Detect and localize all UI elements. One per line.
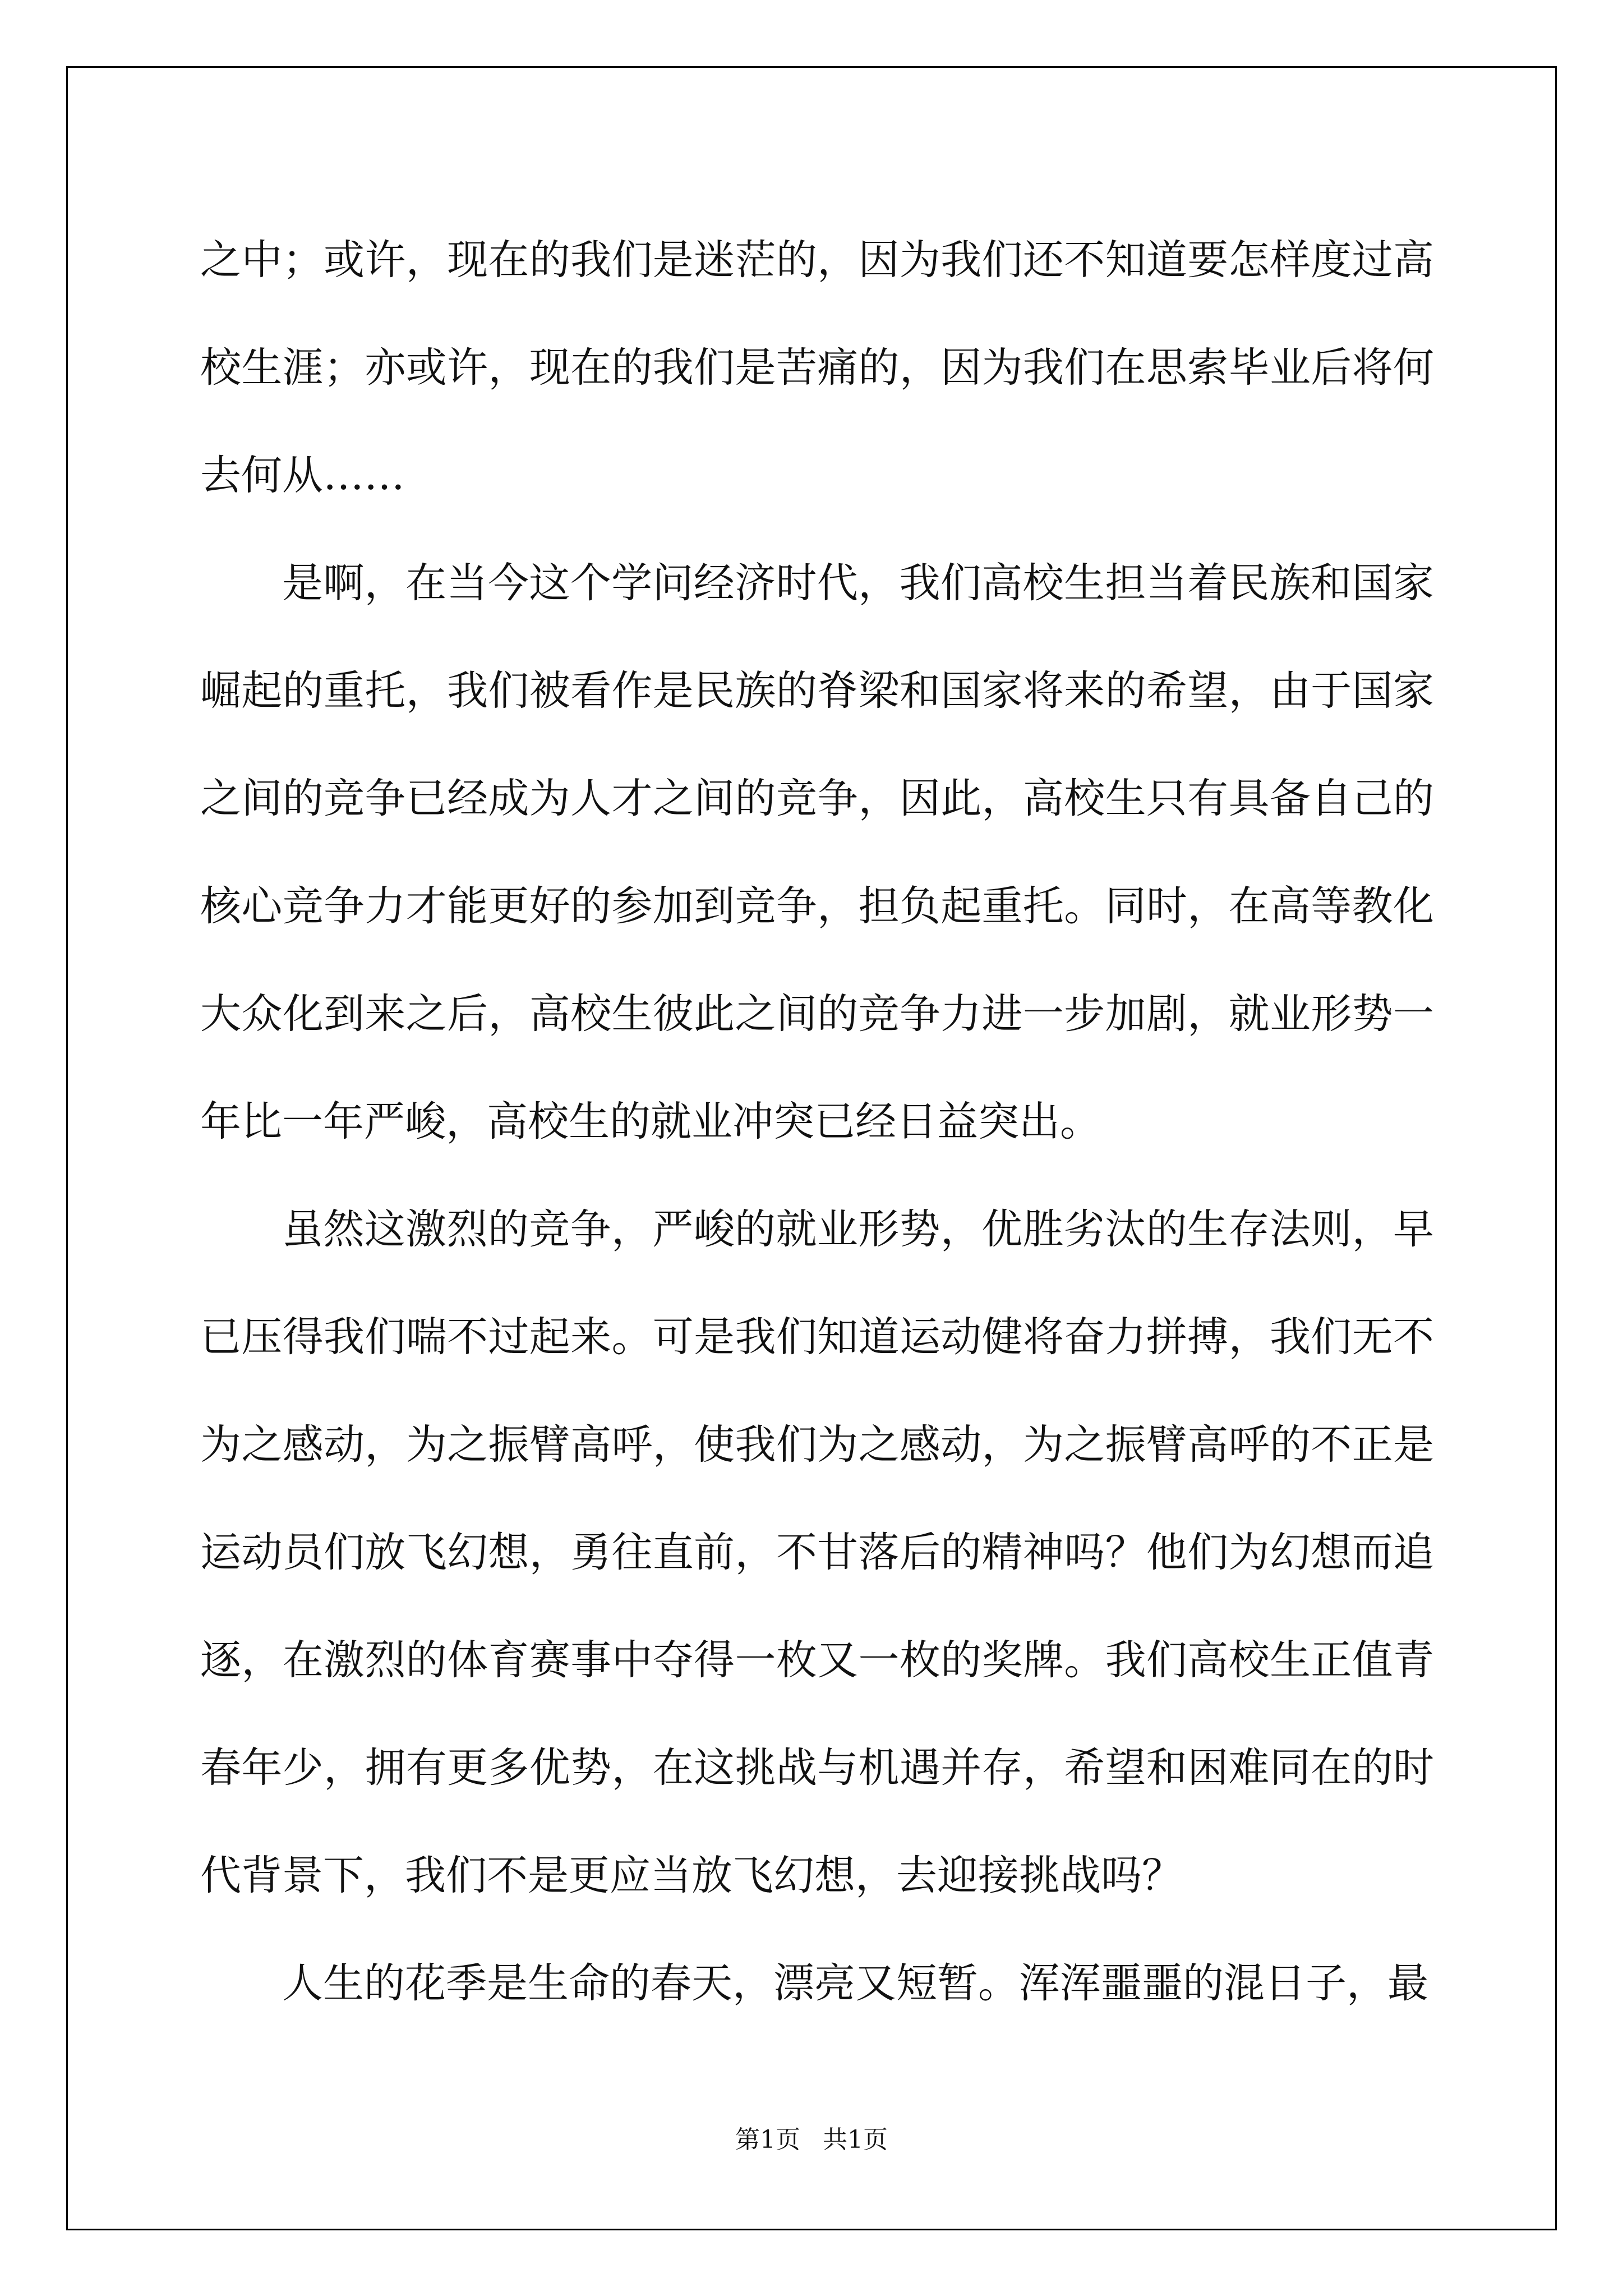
page-footer (0, 2119, 1623, 2155)
paragraph-3: 虽然这激烈的竞争，严峻的就业形势，优胜劣汰的生存法则，早已压得我们喘不过起来。可是我们知道运动健将奋力拼搏，我们无不为之感动，为之振臂高呼，使我们为之感动，为之振臂高呼的不正是运动员们放飞幻想，勇往直前，不甘落后的精神吗？他们为幻想而追逐，在激烈的体育赛事中夺得一枚又一枚的奖牌。我们高校生正值青春年少，拥有更多优势，在这挑战与机遇并存，希望和困难同在的时代背景下，我们不是更应当放飞幻想，去迎接挑战吗？ (200, 1205, 1434, 1899)
page-number: 第1页 (735, 2125, 800, 2154)
document-body (200, 206, 1434, 2037)
paragraph-1: 之中；或许，现在的我们是迷茫的，因为我们还不知道要怎样度过高校生涯；亦或许，现在的我们是苦痛的，因为我们在思索毕业后将何去何从…… (200, 236, 1434, 499)
paragraph-2: 是啊，在当今这个学问经济时代，我们高校生担当着民族和国家崛起的重托，我们被看作是民族的脊梁和国家将来的希望，由于国家之间的竞争已经成为人才之间的竞争，因此，高校生只有具备自己的核心竞争力才能更好的参加到竞争，担负起重托。同时，在高等教化大众化到来之后，高校生彼此之间的竞争力进一步加剧，就业形势一年比一年严峻，高校生的就业冲突已经日益突出。 (200, 559, 1434, 1145)
page-total: 共1页 (823, 2125, 888, 2154)
paragraph-4: 人生的花季是生命的春天，漂亮又短暂。浑浑噩噩的混日子，最 (282, 1959, 1428, 2007)
